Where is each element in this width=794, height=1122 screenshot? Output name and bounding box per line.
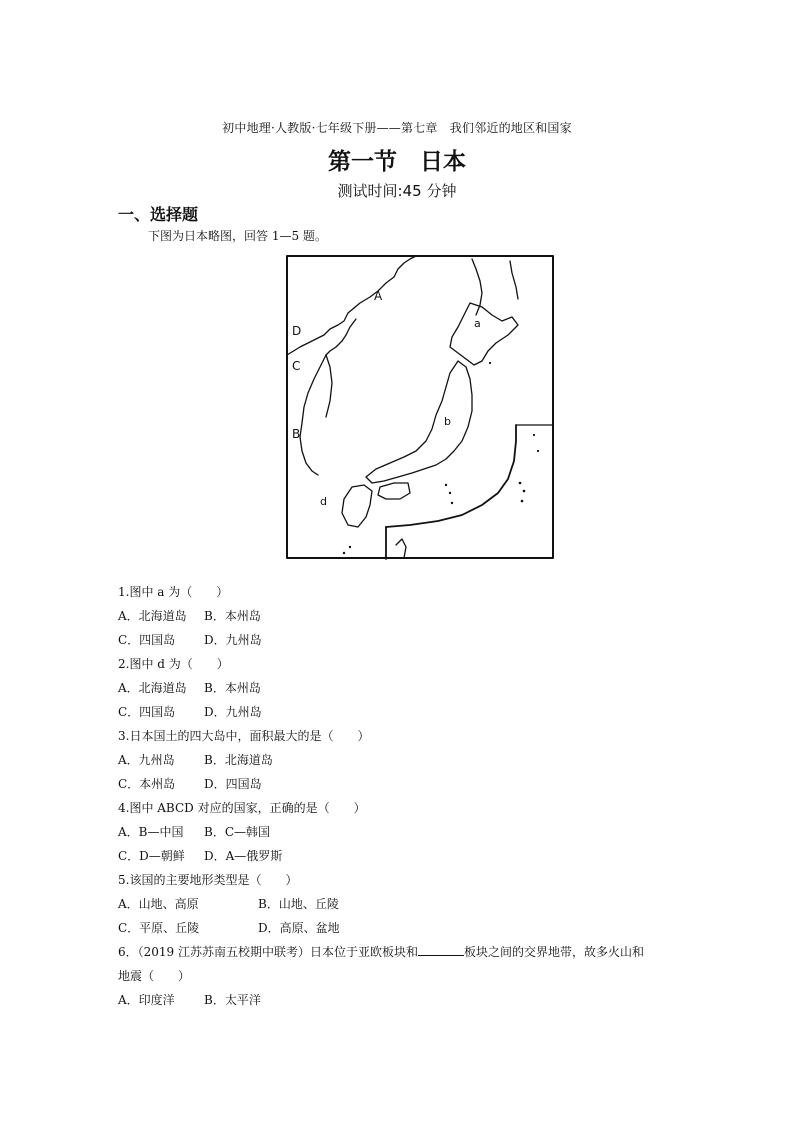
sakhalin-2 (510, 261, 518, 299)
q2-option-c[interactable]: C．四国岛 (118, 705, 176, 719)
q5-option-d[interactable]: D．高原、盆地 (258, 921, 340, 935)
mainland-coast (287, 256, 416, 355)
label-d: d (320, 495, 327, 508)
hokkaido (450, 303, 518, 365)
q3-option-a[interactable]: A．九州岛 (118, 753, 175, 767)
question-5-stem: 5.该国的主要地形类型是（ ） (118, 873, 298, 887)
page-title: 第一节 日本 (328, 149, 466, 175)
boundary-line (386, 425, 516, 527)
label-B: B (292, 427, 301, 441)
question-3-stem: 3.日本国土的四大岛中，面积最大的是（ ） (118, 729, 370, 743)
label-a: a (474, 317, 481, 330)
q5-option-b[interactable]: B．山地、丘陵 (258, 897, 339, 911)
q2-option-b[interactable]: B．本州岛 (204, 681, 261, 695)
q5-option-a[interactable]: A．山地、高原 (118, 897, 199, 911)
q1-option-a[interactable]: A．北海道岛 (118, 609, 187, 623)
korea-coast (300, 355, 326, 475)
label-A: A (374, 289, 383, 303)
q4-option-d[interactable]: D．A—俄罗斯 (204, 849, 283, 863)
q3-option-b[interactable]: B．北海道岛 (204, 753, 273, 767)
q1-option-c[interactable]: C．四国岛 (118, 633, 176, 647)
document-header: 初中地理·人教版·七年级下册——第七章 我们邻近的地区和国家 (222, 121, 572, 135)
q4-option-b[interactable]: B．C—韩国 (204, 825, 271, 839)
question-6-stem-cont: 地震（ ） (118, 969, 191, 983)
honshu (366, 361, 472, 483)
shikoku (378, 483, 410, 499)
taiwan (396, 539, 406, 558)
question-2-stem: 2.图中 d 为（ ） (118, 657, 229, 671)
question-4-stem: 4.图中 ABCD 对应的国家，正确的是（ ） (118, 801, 366, 815)
q6-option-a[interactable]: A．印度洋 (118, 993, 175, 1007)
q5-option-c[interactable]: C．平原、丘陵 (118, 921, 200, 935)
label-D: D (292, 324, 302, 338)
label-b: b (444, 415, 451, 428)
q3-option-c[interactable]: C．本州岛 (118, 777, 176, 791)
question-1-stem: 1.图中 a 为（ ） (118, 585, 229, 599)
q2-option-d[interactable]: D．九州岛 (204, 705, 262, 719)
label-C: C (292, 359, 301, 373)
map-frame (287, 256, 553, 558)
q1-option-d[interactable]: D．九州岛 (204, 633, 262, 647)
intro-text: 下图为日本略图，回答 1—5 题。 (148, 229, 327, 243)
japan-map (286, 255, 556, 560)
question-list (118, 580, 698, 1012)
korea-east (326, 355, 332, 417)
q1-option-b[interactable]: B．本州岛 (204, 609, 261, 623)
q4-option-c[interactable]: C．D—朝鲜 (118, 849, 185, 863)
question-6-stem: 6．（2019 江苏苏南五校期中联考）日本位于亚欧板块和 板块之间的交界地带，故多火山和 (118, 945, 645, 959)
q6-option-b[interactable]: B．太平洋 (204, 993, 261, 1007)
q3-option-d[interactable]: D．四国岛 (204, 777, 262, 791)
mainland-coast-2 (326, 319, 356, 355)
test-time: 测试时间:45 分钟 (337, 182, 457, 200)
q4-option-a[interactable]: A．B—中国 (118, 825, 184, 839)
section-heading: 一、选择题 (118, 205, 199, 224)
q2-option-a[interactable]: A．北海道岛 (118, 681, 187, 695)
kyushu (342, 485, 372, 527)
q6-blank[interactable] (418, 943, 464, 956)
